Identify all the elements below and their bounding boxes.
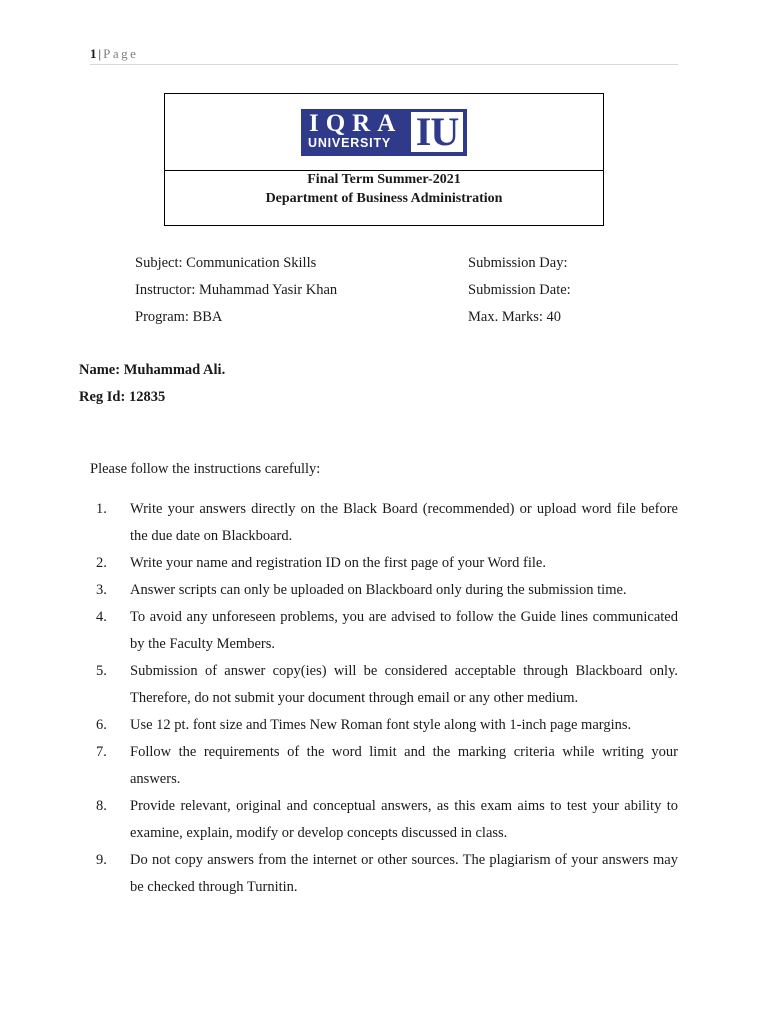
instruction-item [90, 577, 678, 604]
instructor-line: Instructor: Muhammad Yasir Khan [135, 282, 338, 298]
instruction-text: Do not copy answers from the internet or other sources. The plagiarism of your answers may be checked through Turnitin. [130, 852, 678, 895]
instruction-text: Submission of answer copy(ies) will be considered acceptable through Blackboard only. Therefore, do not submit your document through email or any other medium. [130, 663, 678, 706]
logo-subtitle: UNIVERSITY [308, 136, 392, 150]
subject-line: Subject: Communication Skills [135, 255, 317, 271]
instruction-item [90, 496, 678, 550]
page-number: 1 [90, 46, 97, 61]
student-info [79, 357, 225, 411]
title-box [164, 93, 604, 226]
exam-title: Final Term Summer-2021 [307, 172, 461, 187]
submission-day-line: Submission Day: [468, 255, 568, 271]
university-logo [301, 109, 467, 156]
instruction-text: Follow the requirements of the word limit and the marking criteria while writing your answers. [130, 744, 678, 787]
instruction-item [90, 550, 678, 577]
exam-titles [165, 170, 603, 208]
course-details [135, 250, 337, 331]
instruction-number: 2. [96, 555, 107, 571]
instructions-intro: Please follow the instructions carefully: [90, 461, 321, 477]
instruction-item [90, 847, 678, 901]
page-label: Page [103, 46, 139, 61]
page-header [90, 45, 138, 63]
instruction-number: 1. [96, 501, 107, 517]
instruction-number: 7. [96, 744, 107, 760]
instruction-number: 8. [96, 798, 107, 814]
instruction-text: Use 12 pt. font size and Times New Roman font style along with 1-inch page margins. [130, 717, 632, 733]
student-name: Name: Muhammad Ali. [79, 362, 226, 378]
instruction-number: 6. [96, 717, 107, 733]
page-separator: | [98, 46, 102, 61]
instruction-item [90, 658, 678, 712]
logo-mark [411, 109, 463, 154]
header-divider [90, 64, 678, 65]
instruction-number: 3. [96, 582, 107, 598]
logo-row [165, 94, 603, 171]
instruction-item [90, 712, 678, 739]
instruction-text: Write your name and registration ID on the first page of your Word file. [130, 555, 546, 571]
instruction-item [90, 604, 678, 658]
submission-details [468, 250, 571, 331]
instruction-number: 4. [96, 609, 107, 625]
instruction-text: To avoid any unforeseen problems, you are advised to follow the Guide lines communicated by the Faculty Members. [130, 609, 678, 652]
submission-date-line: Submission Date: [468, 282, 571, 298]
instructions-list [90, 496, 678, 901]
instruction-text: Answer scripts can only be uploaded on Blackboard only during the submission time. [130, 582, 627, 598]
instruction-text: Write your answers directly on the Black Board (recommended) or upload word file before the due date on Blackboard. [130, 501, 678, 544]
department-title: Department of Business Administration [265, 191, 503, 206]
instruction-text: Provide relevant, original and conceptual answers, as this exam aims to test your ability to examine, explain, modify or develop concepts discussed in class. [130, 798, 678, 841]
instruction-item [90, 739, 678, 793]
program-line: Program: BBA [135, 309, 223, 325]
max-marks-line: Max. Marks: 40 [468, 309, 562, 325]
instruction-number: 5. [96, 663, 107, 679]
instruction-item [90, 793, 678, 847]
logo-mark-text: IU [415, 109, 459, 154]
instruction-number: 9. [96, 852, 107, 868]
logo-name: IQRA [309, 110, 403, 137]
student-reg-id: Reg Id: 12835 [79, 389, 166, 405]
